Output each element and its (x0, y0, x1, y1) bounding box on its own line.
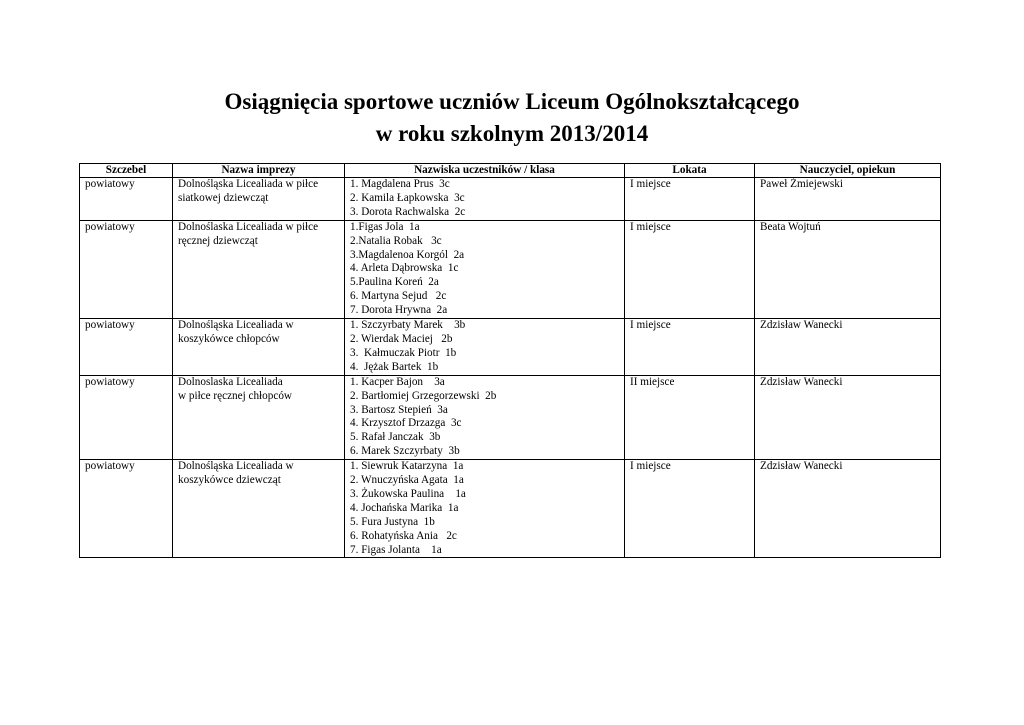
table-body (80, 178, 941, 558)
participant-entry: 3. Kałmuczak Piotr 1b (350, 346, 457, 359)
participant-entry: 1. Siewruk Katarzyna 1a (350, 460, 464, 473)
cell-teacher: Beata Wojtuń (755, 220, 941, 318)
cell-participants (345, 220, 625, 318)
cell-level: powiatowy (80, 319, 173, 376)
cell-level: powiatowy (80, 178, 173, 221)
participant-entry: 2.Natalia Robak 3c (350, 234, 442, 247)
cell-place: I miejsce (625, 460, 755, 558)
achievements-table (79, 163, 941, 558)
participant-entry: 6. Marek Szczyrbaty 3b (350, 445, 460, 458)
cell-teacher: Zdzisław Wanecki (755, 460, 941, 558)
document-title (0, 86, 1024, 150)
table-header-row (80, 164, 941, 178)
table-row (80, 178, 941, 221)
cell-place: I miejsce (625, 178, 755, 221)
cell-participants (345, 460, 625, 558)
cell-participants (345, 375, 625, 459)
cell-participants (345, 178, 625, 221)
participant-entry: 2. Kamila Łapkowska 3c (350, 191, 465, 204)
participant-entry: 1. Szczyrbaty Marek 3b (350, 319, 466, 332)
header-teacher: Nauczyciel, opiekun (755, 164, 941, 178)
cell-event: Dolnośląska Licealiada w piłce siatkowej dziewcząt (173, 178, 345, 221)
participant-entry: 4. Krzysztof Drzazga 3c (350, 417, 462, 430)
participant-entry: 1.Figas Jola 1a (350, 220, 420, 233)
participant-entry: 7. Figas Jolanta 1a (350, 543, 442, 556)
participant-entry: 3. Żukowska Paulina 1a (350, 487, 466, 500)
header-event: Nazwa imprezy (173, 164, 345, 178)
cell-place: I miejsce (625, 319, 755, 376)
participant-entry: 5. Fura Justyna 1b (350, 515, 435, 528)
participant-entry: 7. Dorota Hrywna 2a (350, 304, 448, 317)
cell-level: powiatowy (80, 220, 173, 318)
cell-participants (345, 319, 625, 376)
header-participants: Nazwiska uczestników / klasa (345, 164, 625, 178)
participant-entry: 4. Jochańska Marika 1a (350, 501, 459, 514)
participant-entry: 5.Paulina Koreń 2a (350, 276, 439, 289)
table-row (80, 319, 941, 376)
participant-entry: 1. Kacper Bajon 3a (350, 375, 445, 388)
participant-entry: 2. Wierdak Maciej 2b (350, 332, 453, 345)
cell-level: powiatowy (80, 375, 173, 459)
cell-place: II miejsce (625, 375, 755, 459)
title-line-1: Osiągnięcia sportowe uczniów Liceum Ogólnokształcącego (224, 89, 800, 114)
title-line-2: w roku szkolnym 2013/2014 (375, 121, 649, 146)
cell-place: I miejsce (625, 220, 755, 318)
cell-event: Dolnoslaska Licealiada w piłce ręcznej chłopców (173, 375, 345, 459)
participant-entry: 3. Dorota Rachwalska 2c (350, 205, 466, 218)
participant-entry: 6. Rohatyńska Ania 2c (350, 529, 457, 542)
cell-teacher: Zdzisław Wanecki (755, 319, 941, 376)
participant-entry: 4. Arleta Dąbrowska 1c (350, 262, 459, 275)
participant-entry: 6. Martyna Sejud 2c (350, 290, 447, 303)
participant-entry: 2. Wnuczyńska Agata 1a (350, 474, 464, 487)
table-row (80, 460, 941, 558)
cell-teacher: Zdzisław Wanecki (755, 375, 941, 459)
cell-event: Dolnośląska Licealiada w koszykówce chłopców (173, 319, 345, 376)
table-row (80, 220, 941, 318)
cell-level: powiatowy (80, 460, 173, 558)
participant-entry: 3.Magdalenoa Korgól 2a (350, 248, 465, 261)
cell-event: Dolnoślaska Licealiada w piłce ręcznej dziewcząt (173, 220, 345, 318)
participant-entry: 4. Jężak Bartek 1b (350, 360, 439, 373)
header-place: Lokata (625, 164, 755, 178)
table-row (80, 375, 941, 459)
participant-entry: 2. Bartłomiej Grzegorzewski 2b (350, 389, 497, 402)
header-level: Szczebel (80, 164, 173, 178)
participant-entry: 1. Magdalena Prus 3c (350, 178, 450, 190)
participant-entry: 5. Rafał Janczak 3b (350, 431, 441, 444)
participant-entry: 3. Bartosz Stepień 3a (350, 403, 448, 416)
cell-teacher: Paweł Żmiejewski (755, 178, 941, 221)
cell-event: Dolnośląska Licealiada w koszykówce dziewcząt (173, 460, 345, 558)
